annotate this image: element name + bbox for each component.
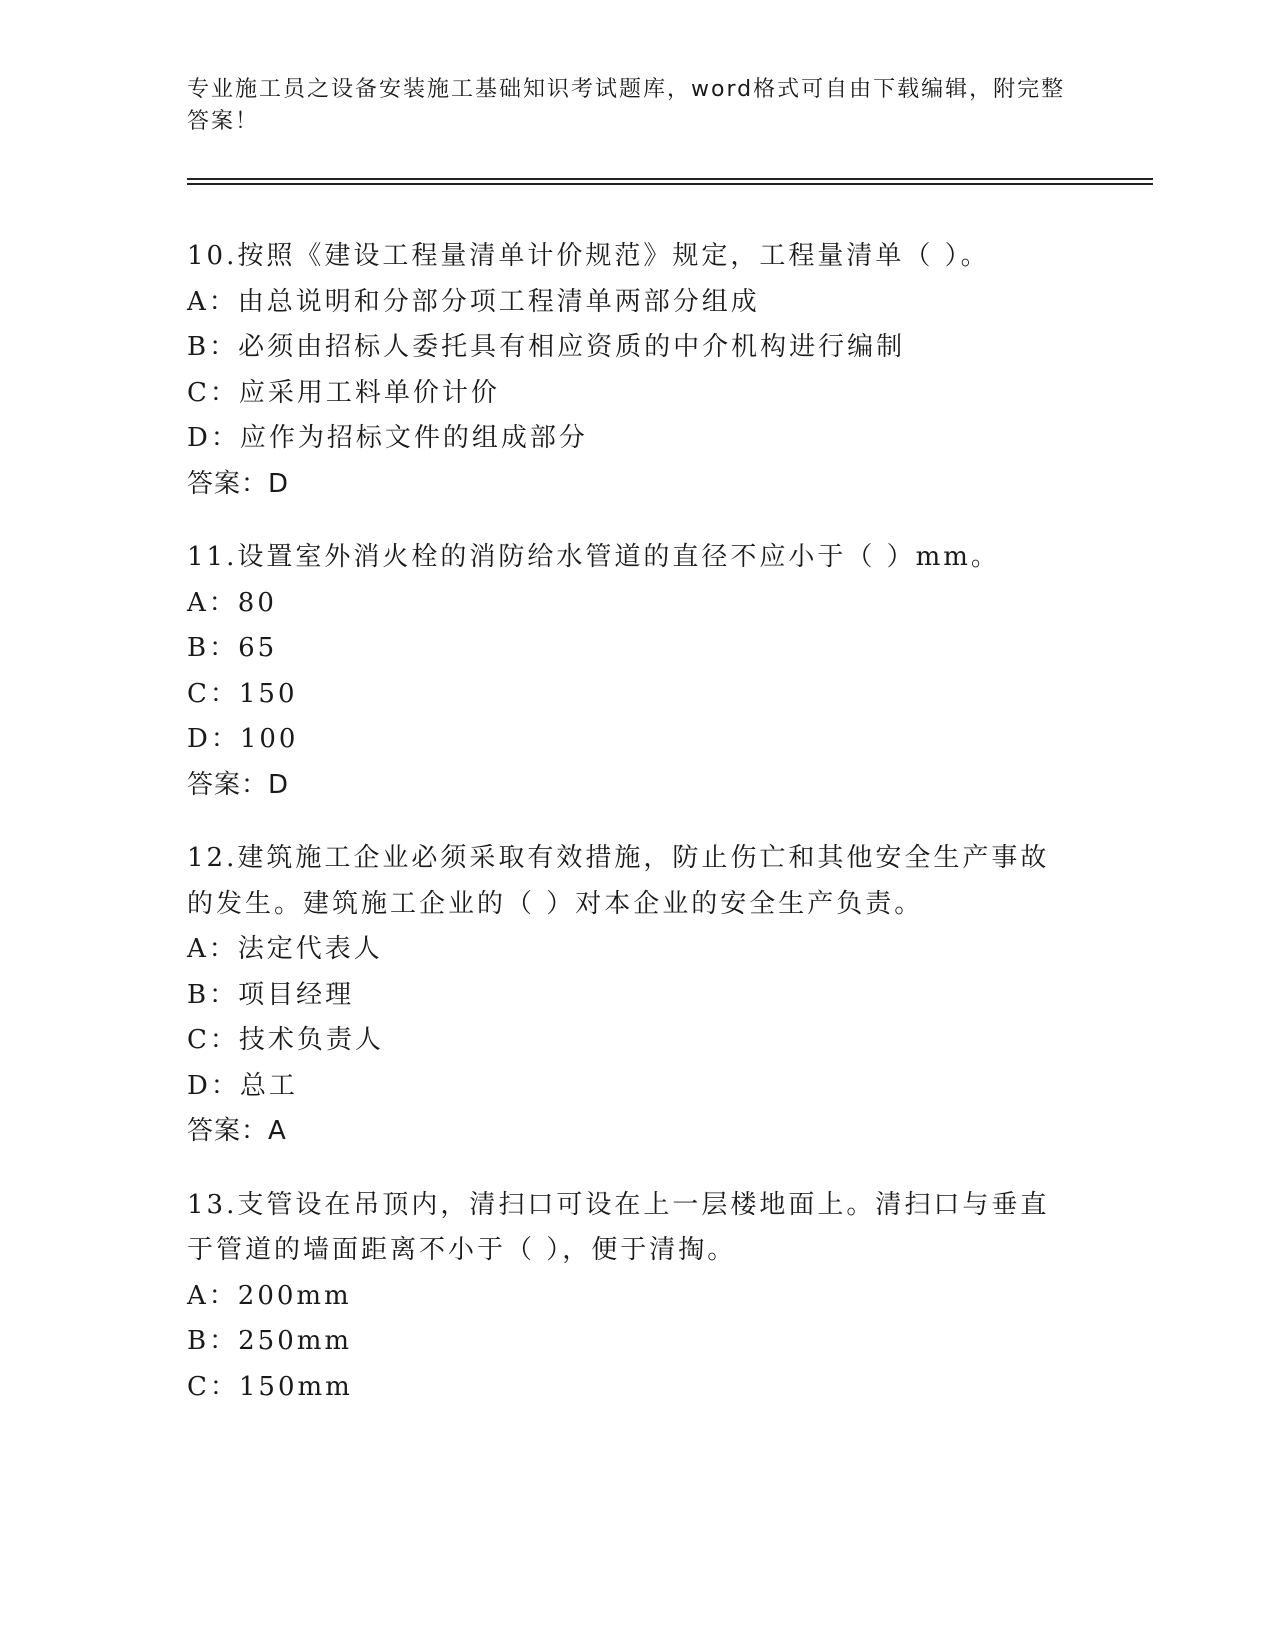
question-stem: 11.设置室外消火栓的消防给水管道的直径不应小于（ ）mm。 (187, 542, 1000, 572)
question-11 (187, 535, 1077, 808)
question-stem: 13.支管设在吊顶内，清扫口可设在上一层楼地面上。清扫口与垂直于管道的墙面距离不小于（ ），便于清掏。 (187, 1189, 1050, 1265)
answer-value: D (268, 769, 290, 800)
option-d: D：应作为招标文件的组成部分 (187, 423, 588, 453)
answer-label: 答案： (187, 1116, 269, 1146)
option-a: A：200mm (187, 1280, 352, 1311)
option-b: B：必须由招标人委托具有相应资质的中介机构进行编制 (187, 332, 906, 362)
question-stem: 10.按照《建设工程量清单计价规范》规定，工程量清单（ ）。 (187, 241, 990, 271)
option-a: A：法定代表人 (187, 934, 383, 964)
option-a: A：80 (187, 587, 277, 618)
question-12 (187, 836, 1077, 1155)
header-divider-bottom (187, 183, 1153, 185)
option-c: C：技术负责人 (187, 1025, 384, 1055)
answer-line (187, 462, 1077, 508)
answer-label: 答案： (187, 769, 269, 800)
answer-value: A (268, 1116, 287, 1146)
question-stem: 12.建筑施工企业必须采取有效措施，防止伤亡和其他安全生产事故的发生。建筑施工企业的（ ）对本企业的安全生产负责。 (187, 843, 1050, 919)
document-header: 专业施工员之设备安装施工基础知识考试题库，word格式可自由下载编辑，附完整答案！ (187, 77, 1066, 134)
question-13 (187, 1183, 1077, 1411)
answer-line (187, 1109, 1077, 1155)
option-b: B：250mm (187, 1326, 353, 1356)
option-b: B：项目经理 (187, 979, 355, 1010)
question-list (187, 234, 1077, 1438)
question-10 (187, 234, 1077, 507)
option-b: B：65 (187, 633, 278, 663)
option-c: C：应采用工料单价计价 (187, 377, 500, 408)
option-c: C：150mm (187, 1371, 353, 1402)
option-d: D：100 (187, 724, 299, 754)
answer-label: 答案： (187, 468, 269, 499)
answer-line (187, 763, 1077, 809)
answer-value: D (268, 468, 290, 499)
option-a: A：由总说明和分部分项工程清单两部分组成 (187, 286, 760, 317)
header-divider-top (187, 178, 1153, 180)
option-c: C：150 (187, 678, 298, 709)
option-d: D：总工 (187, 1070, 298, 1101)
